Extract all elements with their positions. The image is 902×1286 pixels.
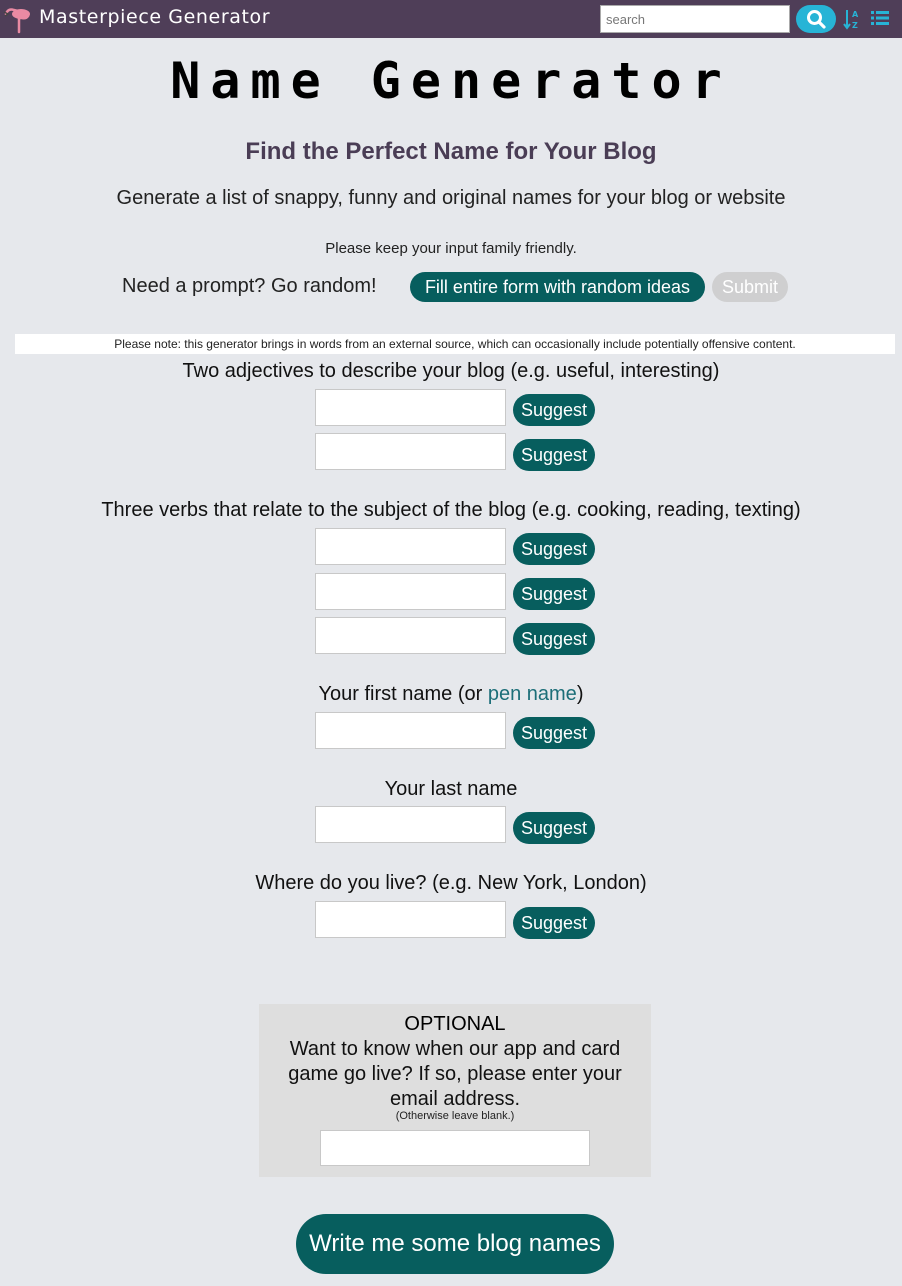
generate-names-button[interactable]: Write me some blog names [296, 1214, 614, 1274]
pen-name-link[interactable]: pen name [487, 683, 577, 705]
optional-description: Want to know when our app and card game go live? If so, please enter your email address. [288, 1038, 622, 1110]
search-input[interactable] [600, 5, 790, 33]
optional-email-box [259, 1004, 651, 1177]
page-subtitle: Find the Perfect Name for Your Blog [245, 138, 657, 165]
email-input[interactable] [320, 1130, 590, 1166]
suggest-location-button[interactable]: Suggest [513, 907, 595, 939]
search-icon [806, 9, 826, 29]
location-label: Where do you live? (e.g. New York, London) [255, 872, 647, 894]
flamingo-logo-icon[interactable] [2, 2, 36, 34]
list-icon[interactable] [871, 10, 889, 26]
suggest-adjective-1-button[interactable]: Suggest [513, 394, 595, 426]
first-name-label [0, 683, 902, 706]
adjective-input-2[interactable] [315, 433, 506, 470]
suggest-last-name-button[interactable]: Suggest [513, 812, 595, 844]
first-name-label-close: ) [576, 683, 584, 705]
search-button[interactable] [796, 5, 836, 33]
verb-input-1[interactable] [315, 528, 506, 565]
verb-input-2[interactable] [315, 573, 506, 610]
suggest-adjective-2-button[interactable]: Suggest [513, 439, 595, 471]
suggest-verb-3-button[interactable]: Suggest [513, 623, 595, 655]
suggest-verb-2-button[interactable]: Suggest [513, 578, 595, 610]
page-title: Name Generator [170, 52, 732, 110]
top-bar [0, 0, 902, 38]
last-name-label: Your last name [384, 778, 518, 800]
verb-input-3[interactable] [315, 617, 506, 654]
adjectives-label: Two adjectives to describe your blog (e.g. useful, interesting) [182, 360, 720, 382]
location-input[interactable] [315, 901, 506, 938]
family-friendly-note: Please keep your input family friendly. [325, 240, 577, 257]
svg-text:A: A [852, 10, 859, 19]
suggest-verb-1-button[interactable]: Suggest [513, 533, 595, 565]
adjective-input-1[interactable] [315, 389, 506, 426]
tagline: Generate a list of snappy, funny and original names for your blog or website [116, 187, 786, 209]
submit-button[interactable]: Submit [712, 272, 788, 302]
first-name-label-text: Your first name (or [318, 683, 488, 705]
optional-hint: (Otherwise leave blank.) [395, 1110, 515, 1122]
fill-random-button[interactable]: Fill entire form with random ideas [410, 272, 705, 302]
offensive-content-note: Please note: this generator brings in words from an external source, which can occasionally include potentially offensive content. [15, 334, 895, 354]
last-name-input[interactable] [315, 806, 506, 843]
verbs-label: Three verbs that relate to the subject of the blog (e.g. cooking, reading, texting) [101, 499, 801, 521]
first-name-input[interactable] [315, 712, 506, 749]
brand-name[interactable]: Masterpiece Generator [39, 6, 271, 28]
sort-az-icon[interactable] [843, 8, 861, 30]
random-prompt-text: Need a prompt? Go random! [122, 275, 377, 297]
suggest-first-name-button[interactable]: Suggest [513, 717, 595, 749]
svg-text:Z: Z [852, 21, 858, 30]
optional-title: OPTIONAL [404, 1013, 506, 1035]
